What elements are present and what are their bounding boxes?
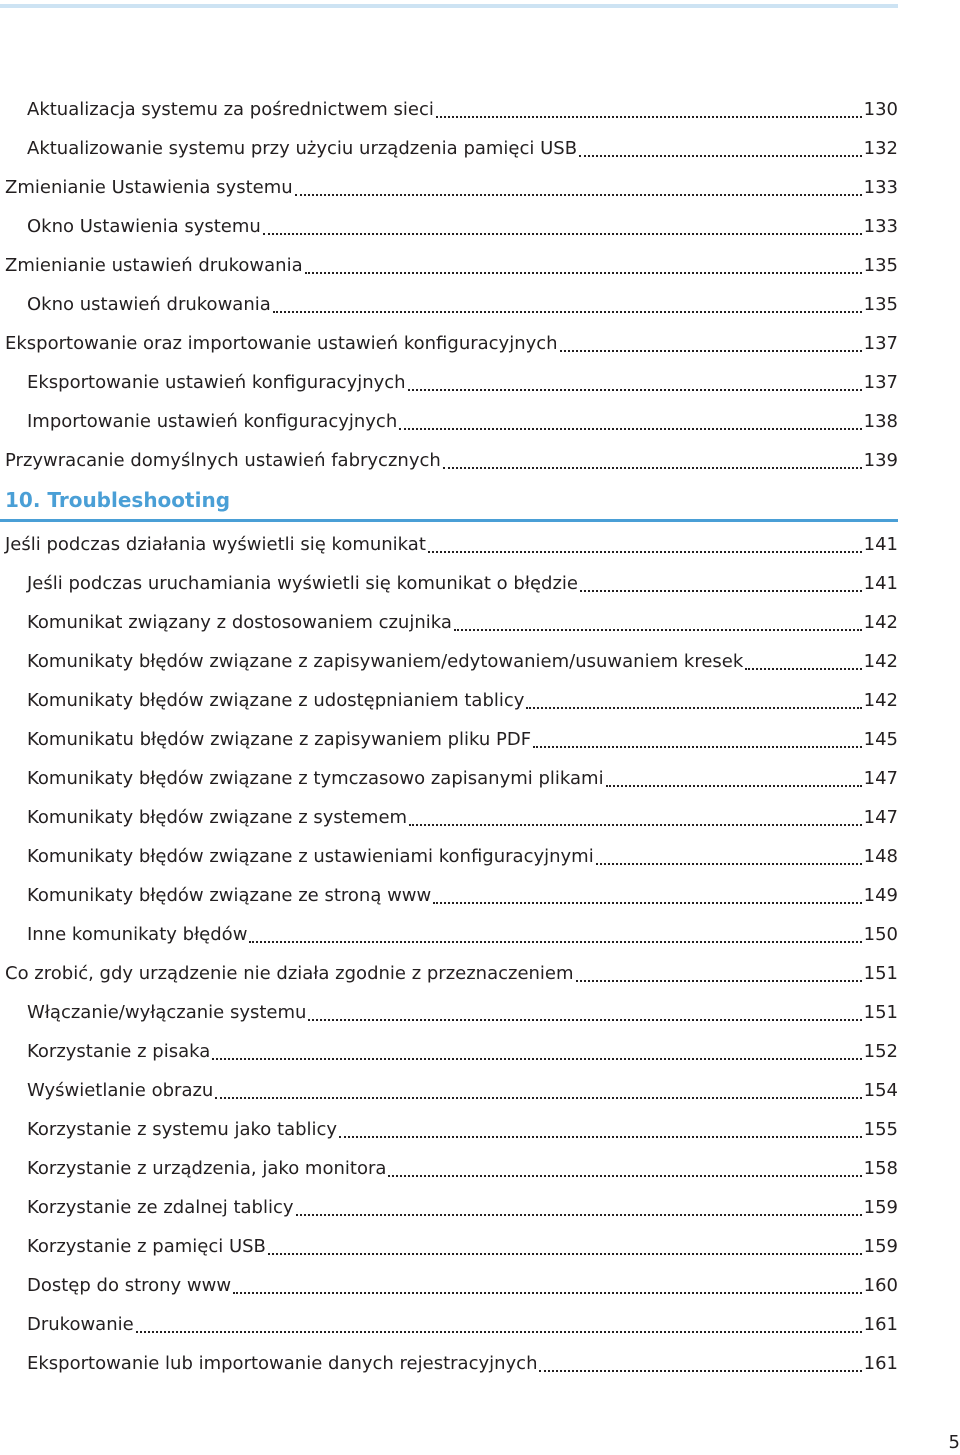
toc-entry-title: Komunikaty błędów związane z zapisywaniem/edytowaniem/usuwaniem kresek: [27, 651, 744, 672]
chapter-rule: [0, 519, 898, 522]
dot-leader: [539, 1370, 861, 1372]
toc-entry-page: 155: [863, 1119, 898, 1140]
dot-leader: [295, 194, 862, 196]
toc-entry-title: Przywracanie domyślnych ustawień fabrycznych: [5, 450, 441, 471]
toc-entry[interactable]: [0, 246, 898, 285]
toc-entry-page: 132: [863, 138, 898, 159]
dot-leader: [249, 941, 861, 943]
toc-entry-page: 161: [863, 1353, 898, 1374]
dot-leader: [339, 1136, 862, 1138]
dot-leader: [596, 863, 862, 865]
dot-leader: [263, 233, 862, 235]
toc-entry-title: Dostęp do strony www: [27, 1275, 232, 1296]
toc-entry-title: Inne komunikaty błędów: [27, 924, 248, 945]
toc-entry-page: 151: [863, 1002, 898, 1023]
table-of-contents: [0, 90, 898, 1383]
toc-entry[interactable]: [0, 603, 898, 642]
toc-entry[interactable]: [0, 876, 898, 915]
toc-entry-page: 147: [863, 768, 898, 789]
dot-leader: [388, 1175, 861, 1177]
toc-entry-page: 145: [863, 729, 898, 750]
toc-entry-page: 142: [863, 651, 898, 672]
toc-entry-page: 158: [863, 1158, 898, 1179]
toc-entry-page: 150: [863, 924, 898, 945]
dot-leader: [433, 902, 861, 904]
toc-entry-title: Korzystanie z urządzenia, jako monitora: [27, 1158, 387, 1179]
toc-entry-title: Włączanie/wyłączanie systemu: [27, 1002, 307, 1023]
toc-entry[interactable]: [0, 720, 898, 759]
dot-leader: [136, 1331, 862, 1333]
toc-entry-page: 151: [863, 963, 898, 984]
toc-entry-page: 142: [863, 690, 898, 711]
toc-entry-title: Komunikatu błędów związane z zapisywaniem pliku PDF: [27, 729, 532, 750]
toc-entry-title: Komunikaty błędów związane z systemem: [27, 807, 408, 828]
toc-entry-title: Aktualizacja systemu za pośrednictwem sieci: [27, 99, 434, 120]
toc-entry-page: 133: [863, 177, 898, 198]
chapter-title: 10. Troubleshooting: [5, 487, 231, 512]
toc-entry[interactable]: [0, 1227, 898, 1266]
dot-leader: [273, 311, 862, 313]
toc-entry-page: 135: [863, 294, 898, 315]
toc-entry-page: 137: [863, 372, 898, 393]
toc-entry[interactable]: [0, 285, 898, 324]
toc-entry[interactable]: [0, 525, 898, 564]
dot-leader: [580, 590, 862, 592]
toc-entry-title: Eksportowanie ustawień konfiguracyjnych: [27, 372, 406, 393]
dot-leader: [308, 1019, 861, 1021]
toc-entry[interactable]: [0, 1266, 898, 1305]
toc-entry-page: 133: [863, 216, 898, 237]
dot-leader: [560, 350, 862, 352]
toc-entry-page: 159: [863, 1197, 898, 1218]
toc-entry[interactable]: [0, 441, 898, 480]
dot-leader: [606, 785, 862, 787]
toc-entry[interactable]: [0, 993, 898, 1032]
toc-entry-title: Korzystanie z systemu jako tablicy: [27, 1119, 338, 1140]
dot-leader: [215, 1097, 861, 1099]
toc-entry-page: 152: [863, 1041, 898, 1062]
dot-leader: [745, 668, 861, 670]
toc-entry[interactable]: [0, 837, 898, 876]
toc-entry-page: 147: [863, 807, 898, 828]
toc-entry-page: 137: [863, 333, 898, 354]
toc-entry-title: Okno Ustawienia systemu: [27, 216, 261, 237]
dot-leader: [454, 629, 862, 631]
toc-entry-title: Okno ustawień drukowania: [27, 294, 271, 315]
toc-entry-title: Zmienianie ustawień drukowania: [5, 255, 303, 276]
dot-leader: [443, 467, 862, 469]
toc-section-after: [0, 525, 898, 1383]
toc-entry[interactable]: [0, 1032, 898, 1071]
toc-entry[interactable]: [0, 90, 898, 129]
toc-entry-title: Korzystanie z pisaka: [27, 1041, 211, 1062]
top-rule: [0, 4, 898, 8]
toc-entry-page: 141: [863, 573, 898, 594]
toc-entry-title: Komunikaty błędów związane ze stroną www: [27, 885, 432, 906]
toc-entry[interactable]: [0, 324, 898, 363]
chapter-heading[interactable]: [0, 480, 898, 519]
toc-entry-page: 161: [863, 1314, 898, 1335]
toc-entry[interactable]: [0, 798, 898, 837]
dot-leader: [296, 1214, 862, 1216]
toc-entry-page: 154: [863, 1080, 898, 1101]
toc-entry-page: 139: [863, 450, 898, 471]
toc-entry-title: Aktualizowanie systemu przy użyciu urządzenia pamięci USB: [27, 138, 578, 159]
toc-entry-title: Jeśli podczas uruchamiania wyświetli się komunikat o błędzie: [27, 573, 578, 594]
toc-entry-title: Eksportowanie lub importowanie danych rejestracyjnych: [27, 1353, 538, 1374]
toc-entry[interactable]: [0, 954, 898, 993]
toc-entry-title: Wyświetlanie obrazu: [27, 1080, 214, 1101]
dot-leader: [268, 1253, 862, 1255]
toc-entry-page: 148: [863, 846, 898, 867]
dot-leader: [436, 116, 862, 118]
toc-entry-page: 149: [863, 885, 898, 906]
toc-entry[interactable]: [0, 168, 898, 207]
toc-entry-title: Zmienianie Ustawienia systemu: [5, 177, 293, 198]
toc-entry[interactable]: [0, 1071, 898, 1110]
toc-entry-title: Importowanie ustawień konfiguracyjnych: [27, 411, 398, 432]
toc-entry-title: Komunikaty błędów związane z udostępnianiem tablicy: [27, 690, 525, 711]
toc-entry-title: Jeśli podczas działania wyświetli się komunikat: [5, 534, 426, 555]
dot-leader: [576, 980, 862, 982]
dot-leader: [305, 272, 862, 274]
dot-leader: [409, 824, 862, 826]
dot-leader: [408, 389, 862, 391]
toc-entry-page: 138: [863, 411, 898, 432]
dot-leader: [579, 155, 862, 157]
toc-entry[interactable]: [0, 759, 898, 798]
toc-entry[interactable]: [0, 564, 898, 603]
dot-leader: [526, 707, 861, 709]
toc-entry-title: Drukowanie: [27, 1314, 134, 1335]
dot-leader: [428, 551, 862, 553]
dot-leader: [533, 746, 862, 748]
toc-entry[interactable]: [0, 1110, 898, 1149]
toc-entry-title: Eksportowanie oraz importowanie ustawień konfiguracyjnych: [5, 333, 558, 354]
dot-leader: [212, 1058, 861, 1060]
toc-entry[interactable]: [0, 1149, 898, 1188]
toc-entry[interactable]: [0, 642, 898, 681]
toc-entry[interactable]: [0, 681, 898, 720]
page-number: 5: [948, 1432, 960, 1453]
toc-section-before: [0, 90, 898, 480]
toc-entry[interactable]: [0, 1344, 898, 1383]
toc-entry[interactable]: [0, 1305, 898, 1344]
toc-entry[interactable]: [0, 915, 898, 954]
toc-entry-title: Komunikat związany z dostosowaniem czujnika: [27, 612, 452, 633]
toc-entry-page: 130: [863, 99, 898, 120]
toc-entry-title: Komunikaty błędów związane z tymczasowo zapisanymi plikami: [27, 768, 604, 789]
dot-leader: [399, 428, 861, 430]
toc-entry-title: Korzystanie ze zdalnej tablicy: [27, 1197, 294, 1218]
toc-entry[interactable]: [0, 207, 898, 246]
toc-entry-page: 135: [863, 255, 898, 276]
toc-entry[interactable]: [0, 129, 898, 168]
toc-entry-title: Komunikaty błędów związane z ustawieniami konfiguracyjnymi: [27, 846, 594, 867]
toc-entry-page: 160: [863, 1275, 898, 1296]
toc-entry-title: Co zrobić, gdy urządzenie nie działa zgodnie z przeznaczeniem: [5, 963, 574, 984]
toc-entry-page: 142: [863, 612, 898, 633]
toc-entry[interactable]: [0, 363, 898, 402]
dot-leader: [233, 1292, 862, 1294]
toc-entry[interactable]: [0, 402, 898, 441]
toc-entry[interactable]: [0, 1188, 898, 1227]
toc-entry-page: 141: [863, 534, 898, 555]
toc-entry-title: Korzystanie z pamięci USB: [27, 1236, 266, 1257]
toc-entry-page: 159: [863, 1236, 898, 1257]
